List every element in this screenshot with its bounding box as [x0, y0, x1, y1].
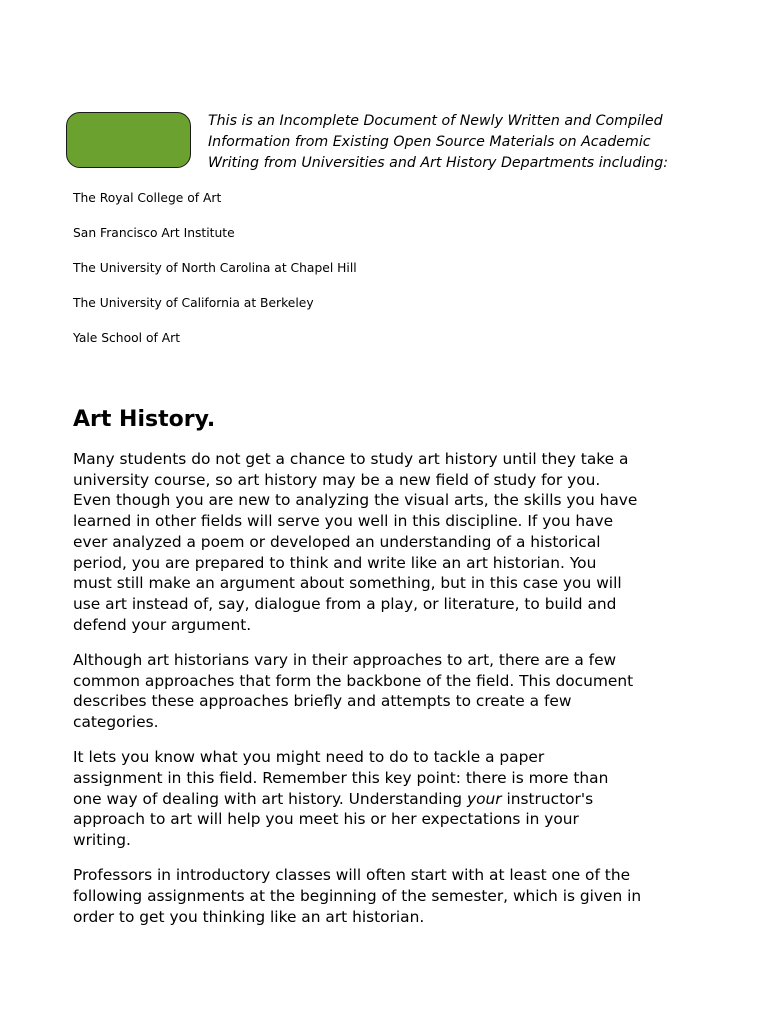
body-text [73, 449, 713, 942]
source-item: Yale School of Art [73, 331, 181, 345]
text-line: learned in other fields will serve you well in this discipline. If you have [73, 512, 614, 531]
text-line: order to get you thinking like an art historian. [73, 907, 425, 926]
paragraph-4 [73, 865, 713, 927]
text-line: common approaches that form the backbone of the field. This document [73, 671, 634, 690]
text-line: describes these approaches briefly and attempts to create a few [73, 692, 572, 711]
text-line: Although art historians vary in their approaches to art, there are a few [73, 650, 617, 669]
source-item: The Royal College of Art [73, 191, 222, 205]
text-line: Many students do not get a chance to study art history until they take a [73, 450, 629, 468]
text-line: approach to art will help you meet his or her expectations in your [73, 810, 579, 829]
text-line: following assignments at the beginning of the semester, which is given in [73, 886, 642, 905]
text-line: writing. [73, 830, 131, 849]
text-line: Even though you are new to analyzing the visual arts, the skills you have [73, 491, 638, 510]
source-item: San Francisco Art Institute [73, 226, 235, 240]
intro-line: Writing from Universities and Art History Departments including: [208, 155, 669, 171]
intro-note [208, 111, 708, 174]
text-line: assignment in this field. Remember this key point: there is more than [73, 768, 609, 787]
emphasis-text: your [466, 789, 502, 808]
text-run: one way of dealing with art history. Understanding [73, 789, 467, 808]
paragraph-1 [73, 449, 713, 635]
section-heading: Art History. [73, 407, 216, 432]
text-line: defend your argument. [73, 615, 252, 634]
text-line: It lets you know what you might need to do to tackle a paper [73, 748, 545, 767]
text-line: use art instead of, say, dialogue from a play, or literature, to build and [73, 594, 617, 613]
green-label-shape [66, 112, 191, 168]
source-item: The University of California at Berkeley [73, 296, 314, 310]
text-line: categories. [73, 712, 159, 731]
text-line: Professors in introductory classes will often start with at least one of the [73, 866, 631, 885]
paragraph-3 [73, 747, 713, 851]
text-line: must still make an argument about something, but in this case you will [73, 574, 622, 593]
source-list [73, 188, 357, 363]
paragraph-2 [73, 650, 713, 733]
text-line: university course, so art history may be a new field of study for you. [73, 470, 601, 489]
text-run: instructor's [501, 789, 594, 808]
source-item: The University of North Carolina at Chapel Hill [73, 261, 357, 275]
intro-line: Information from Existing Open Source Materials on Academic [208, 134, 651, 150]
text-line: ever analyzed a poem or developed an understanding of a historical [73, 532, 601, 551]
text-line: period, you are prepared to think and write like an art historian. You [73, 553, 597, 572]
intro-line: This is an Incomplete Document of Newly Written and Compiled [208, 113, 663, 129]
text-line [73, 789, 713, 810]
